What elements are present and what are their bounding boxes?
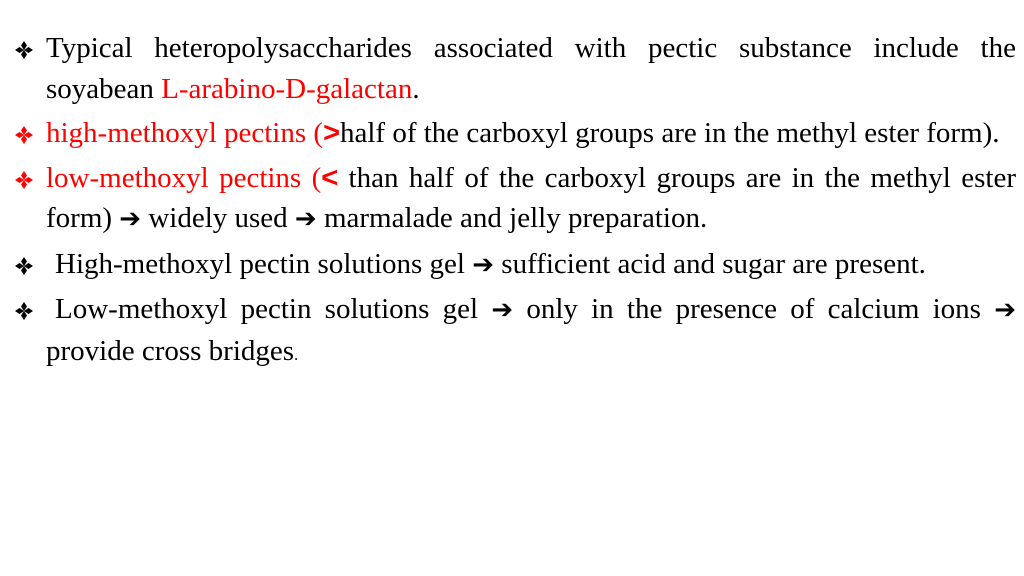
right-arrow-icon: ➔ — [294, 204, 317, 234]
right-arrow-icon: ➔ — [119, 204, 142, 234]
bullet-5-text-c: provide cross bridges — [46, 334, 295, 367]
bullet-3-red-term: low-methoxyl pectins ( — [46, 161, 322, 194]
diamond-bullet-icon — [10, 28, 40, 68]
diamond-bullet-icon — [10, 158, 40, 198]
bullet-item-3 — [10, 158, 1016, 240]
bullet-5-text-b: only in the presence of calcium ions — [513, 293, 995, 325]
bullet-5-period: . — [294, 346, 299, 364]
bullet-3-text-a: than half of the carboxyl groups are in the methyl ester form) — [46, 161, 1016, 234]
right-arrow-icon: ➔ — [491, 295, 514, 325]
bullet-1-period: . — [412, 72, 420, 105]
bullet-list — [10, 28, 1016, 380]
diamond-bullet-icon — [10, 113, 40, 153]
bullet-2-red-term: high-methoxyl pectins ( — [46, 117, 324, 149]
bullet-1-text: Typical heteropolysaccharides associated with pectic substance include the soyabean — [46, 32, 1016, 105]
bullet-3-text-c: marmalade and jelly preparation. — [316, 202, 708, 234]
bullet-4-text-a: High-methoxyl pectin solutions gel — [55, 247, 473, 280]
bullet-item-1 — [10, 28, 1016, 109]
less-than-symbol: < — [321, 161, 339, 194]
greater-than-symbol: > — [323, 117, 340, 149]
bullet-5-text-a: Low-methoxyl pectin solutions gel — [55, 293, 492, 325]
right-arrow-icon: ➔ — [472, 249, 495, 280]
bullet-item-2 — [10, 113, 1016, 154]
right-arrow-icon: ➔ — [994, 295, 1016, 325]
bullet-1-red-term: L-arabino-D-galactan — [161, 72, 413, 105]
bullet-3-text-b: widely used — [141, 202, 295, 234]
bullet-2-text: half of the carboxyl groups are in the methyl ester form). — [340, 117, 1000, 149]
diamond-bullet-icon — [10, 244, 40, 284]
bullet-item-5 — [10, 289, 1016, 376]
bullet-4-text-b: sufficient acid and sugar are present. — [494, 247, 926, 280]
bullet-item-4 — [10, 244, 1016, 286]
diamond-bullet-icon — [10, 289, 40, 329]
